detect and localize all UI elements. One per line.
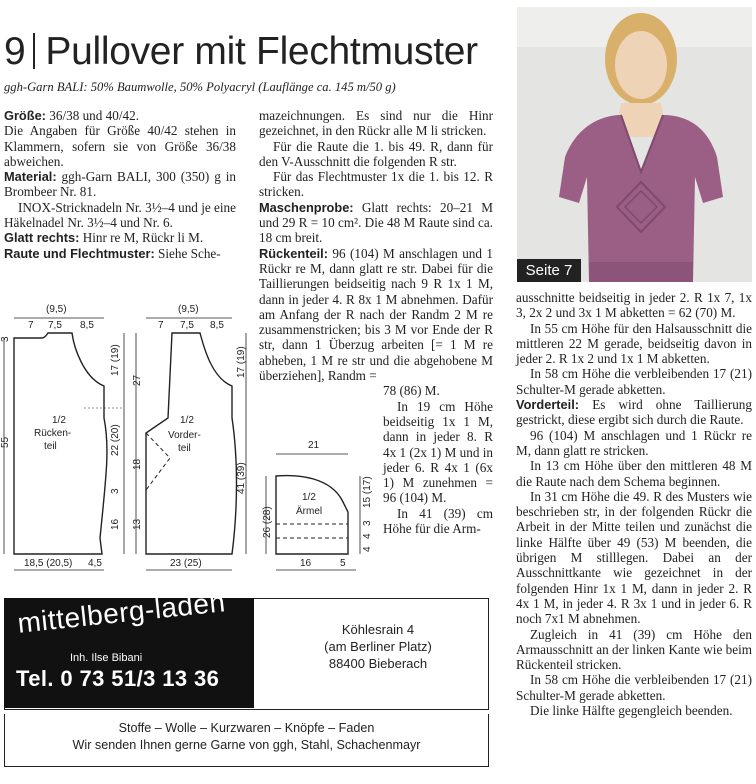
back-label3: teil [44, 441, 57, 452]
front-left2: 18 [132, 458, 143, 470]
front-label2: Vorder- [168, 430, 201, 441]
front-left1: 27 [132, 374, 143, 386]
back-piece-schematic [14, 333, 124, 554]
rueckenteil-label: Rückenteil: [259, 245, 328, 261]
front-top-paren: (9,5) [178, 304, 199, 315]
back-right2: 22 (20) [110, 424, 121, 456]
col2-hoehe: In 19 cm Höhe beidseitig 1x 1 M, dann in jeder 8. R 4x 1 (2x 1) M und in jeder 6. R 4x 1 (6x 1) M zunehmen = 96 (104) M. [383, 398, 493, 506]
column-3 [516, 290, 752, 718]
ad-bottom-border [4, 766, 489, 767]
back-top1: 7 [28, 320, 34, 331]
title-divider [33, 33, 35, 69]
sleeve-right4: 4 [362, 546, 373, 552]
col3-p1: ausschnitte beidseitig in jeder 2. R 1x 7, 1x 3, 2x 2 und 3x 1 M abketten = 62 (70) M. [516, 290, 752, 321]
col3-p7: Zugleich in 41 (39) cm Höhe den Armausschnitt an der linken Kante wie beim Rückenteil stricken. [516, 626, 752, 673]
services-line-1: Stoffe – Wolle – Kurzwaren – Knöpfe – Faden [118, 721, 375, 735]
sleeve-top: 21 [308, 440, 320, 451]
col3-p4: 96 (104) M anschlagen und 1 Rückr re M, dann glatt re stricken. [516, 427, 752, 458]
back-label2: Rücken- [34, 428, 72, 439]
front-top2: 7,5 [180, 320, 194, 331]
col3-p8: In 58 cm Höhe die verbleibenden 17 (21) Schulter-M gerade abketten. [516, 672, 752, 703]
back-top2: 7,5 [48, 320, 62, 331]
garment-photo [517, 7, 752, 282]
front-bottom: 23 (25) [170, 558, 202, 569]
sleeve-right3: 4 [362, 533, 373, 539]
back-left-top: 3 [0, 336, 11, 342]
groesse-label: Größe: [4, 108, 46, 123]
back-bottom1: 18,5 (20,5) [24, 558, 73, 569]
column-1 [4, 108, 236, 261]
page-reference-badge: Seite 7 [517, 259, 581, 282]
material-value: ggh-Garn BALI, 300 (350) g in Brombeer Nr. 81. [4, 169, 236, 200]
col2-arm: In 41 (39) cm Höhe für die Arm- [383, 505, 493, 537]
glatt-value: Hinr re M, Rückr li M. [79, 230, 204, 246]
col3-p9: Die linke Hälfte gegengleich beenden. [530, 703, 733, 719]
front-top1: 7 [158, 320, 164, 331]
front-left3: 13 [132, 518, 143, 530]
services-line-2: Wir senden Ihnen gerne Garne von ggh, Stahl, Schachenmayr [72, 738, 421, 752]
rueckenteil-value: 96 (104) M anschlagen und 1 Rückr re M, dann glatt re str. Dabei für die Taillierungen beidseitig nach 9 R 1x 1 M, dann in jeder 4. R 8x 1 M abnehmen. Dafür am Anfang der R nach der Randm 2 M re zusammenstricken; bis 3 M vor Ende der R str, dann 1 Überzug arbeiten [= 1 M re abheben, 1 M re str und die abgehobene M überziehen], Randm = [259, 245, 493, 384]
sleeve-left: 26 (28) [262, 506, 273, 538]
front-label1: 1/2 [180, 415, 194, 426]
material-label: Material: [4, 169, 57, 185]
back-piece-guides [4, 318, 124, 570]
sleeve-bottom2: 5 [340, 558, 346, 569]
vorderteil-value: Es wird ohne Taillierung gestrickt, diese ergibt sich durch die Raute. [516, 397, 752, 428]
col3-p5: In 13 cm Höhe über den mittleren 48 M die Raute nach dem Schema beginnen. [516, 458, 752, 489]
glatt-label: Glatt rechts: [4, 230, 80, 246]
shop-phone[interactable]: Tel. 0 73 51/3 13 36 [16, 666, 220, 691]
col2-p2: Für die Raute die 1. bis 49. R, dann für den V-Ausschnitt die folgenden R str. [259, 138, 493, 169]
model-illustration [517, 7, 752, 282]
address-line-1: Köhlesrain 4 [341, 622, 415, 637]
sleeve-bottom1: 16 [300, 558, 312, 569]
address-line-2: (am Berliner Platz) [324, 639, 432, 654]
raute-label: Raute und Flechtmuster: [4, 245, 155, 261]
sleeve-label2: Ärmel [296, 506, 323, 517]
schematic-drawings [0, 298, 500, 578]
front-piece-guides [136, 318, 246, 570]
back-top3: 8,5 [80, 320, 94, 331]
back-left-total: 55 [0, 436, 11, 448]
inox-text: INOX-Stricknadeln Nr. 3½–4 und je eine Häkelnadel Nr. 3½–4 und Nr. 6. [4, 199, 236, 231]
shop-owner: Inh. Ilse Bibani [70, 652, 143, 664]
sleeve-label1: 1/2 [302, 492, 316, 503]
shop-logo: mittelberg-laden [16, 586, 227, 639]
back-bottom2: 4,5 [88, 558, 102, 569]
front-piece-schematic [146, 333, 237, 554]
rm-value: 78 (86) M. [383, 383, 440, 399]
pattern-number: 9 [4, 30, 26, 73]
maschenprobe-value: Glatt rechts: 20–21 M und 29 R = 10 cm². Die 48 M Raute sind ca. 18 cm breit. [259, 199, 493, 246]
sleeve-right1: 15 (17) [362, 476, 373, 508]
shop-services [4, 714, 489, 766]
back-right1: 17 (19) [110, 344, 121, 376]
vorderteil-label: Vorderteil: [516, 397, 580, 413]
col2-p1: mazeichnungen. Es sind nur die Hinr gezeichnet, in den Rückr alle M li stricken. [259, 108, 493, 139]
col3-p6: In 31 cm Höhe die 49. R des Musters wie beschrieben str, in der folgenden Rückr die Arbeit in der Mitte teilen und zunächst die linke Hälfte über 49 (53) M beenden, die übrigen M stilllegen. Dabei an der Ausschnittkante wie gezeichnet in der folgenden Hinr 1x 1 M, dann in jeder 2. R 4x 1 M, in jeder 4. R 3x 1 und in jeder 6. R noch 7x1 M abnehmen. [516, 488, 752, 627]
front-label3: teil [178, 443, 191, 454]
groesse-text: Die Angaben für Größe 40/42 stehen in Klammern, sofern sie von Größe 36/38 abweichen. [4, 123, 236, 169]
col2-p3: Für das Flechtmuster 1x die 1. bis 12. R stricken. [259, 169, 493, 200]
groesse-value: 36/38 und 40/42. [45, 108, 139, 123]
back-right4: 16 [110, 518, 121, 530]
back-right3: 3 [110, 488, 121, 494]
shop-address [283, 621, 473, 672]
raute-value: Siehe Sche- [154, 245, 221, 261]
yarn-info: ggh-Garn BALI: 50% Baumwolle, 50% Polyacryl (Lauflänge ca. 145 m/50 g) [4, 80, 396, 94]
title-text: Pullover mit Flechtmuster [45, 30, 478, 73]
col3-p2: In 55 cm Höhe für den Halsausschnitt die mittleren 22 M gerade, beidseitig davon in jeder 2. R 1x 2 und 1x 1 M abketten. [516, 320, 752, 367]
maschenprobe-label: Maschenprobe: [259, 199, 354, 215]
address-line-3: 88400 Bieberach [328, 656, 428, 671]
front-right1: 17 (19) [236, 346, 247, 378]
back-label1: 1/2 [52, 415, 66, 426]
back-top-paren: (9,5) [46, 304, 67, 315]
sleeve-right2: 3 [362, 520, 373, 526]
col3-p3: In 58 cm Höhe die verbleibenden 17 (21) Schulter-M gerade abketten. [516, 366, 752, 397]
pattern-schematics [0, 298, 500, 578]
front-right2: 41 (39) [236, 462, 247, 494]
front-top3: 8,5 [210, 320, 224, 331]
page-title [4, 30, 478, 74]
